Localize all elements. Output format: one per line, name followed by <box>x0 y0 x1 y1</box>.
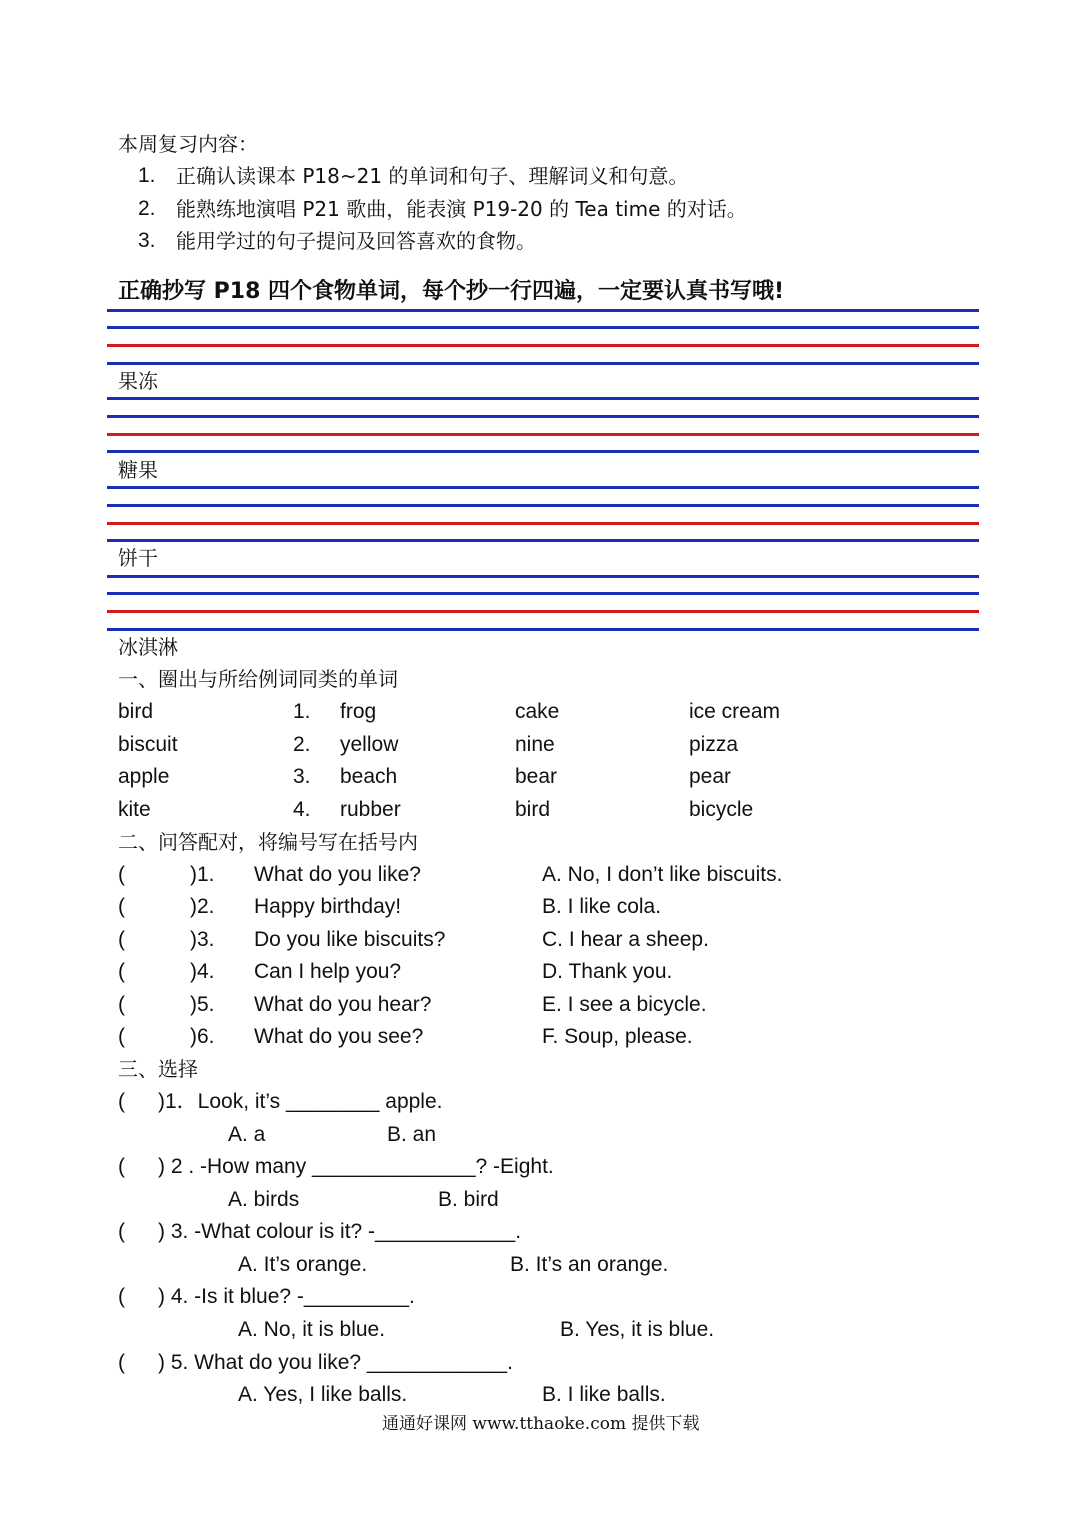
s1-option[interactable]: nine <box>515 733 555 756</box>
s2-answer: D. Thank you. <box>542 960 673 983</box>
s1-num: 3. <box>293 765 311 788</box>
s3-option-b[interactable]: B. bird <box>438 1188 499 1211</box>
s2-answer: E. I see a bicycle. <box>542 993 707 1016</box>
s3-option-b[interactable]: B. I like balls. <box>542 1383 666 1406</box>
s1-example: apple <box>118 765 170 788</box>
s2-question: What do you hear? <box>254 993 432 1016</box>
s3-option-a[interactable]: A. It’s orange. <box>238 1253 368 1276</box>
writing-line <box>107 610 979 613</box>
s1-num: 1. <box>293 700 311 723</box>
s1-option[interactable]: beach <box>340 765 398 788</box>
s2-question: What do you see? <box>254 1025 424 1048</box>
s2-question: Happy birthday! <box>254 895 402 918</box>
copy-label-ice-cream: 冰淇淋 <box>118 635 178 659</box>
s2-num: )6. <box>190 1025 215 1048</box>
s1-option[interactable]: cake <box>515 700 560 723</box>
writing-line <box>107 326 979 329</box>
writing-line <box>107 344 979 347</box>
writing-line <box>107 362 979 365</box>
s1-option[interactable]: bicycle <box>689 798 754 821</box>
s1-example: biscuit <box>118 733 178 756</box>
s1-option[interactable]: ice cream <box>689 700 781 723</box>
s3-question: ) 3. -What colour is it? -____________. <box>158 1220 522 1243</box>
s3-option-a[interactable]: A. Yes, I like balls. <box>238 1383 408 1406</box>
writing-line <box>107 628 979 631</box>
s1-option[interactable]: bird <box>515 798 551 821</box>
review-item-1-num: 1. <box>138 164 156 187</box>
writing-line <box>107 575 979 578</box>
review-item-2-text: 能熟练地演唱 P21 歌曲，能表演 P19-20 的 Tea time 的对话。 <box>176 197 747 221</box>
s1-example: bird <box>118 700 154 723</box>
writing-line <box>107 397 979 400</box>
writing-line <box>107 592 979 595</box>
s2-open-paren[interactable]: ( <box>118 895 125 918</box>
s2-num: )2. <box>190 895 215 918</box>
s2-answer: A. No, I don’t like biscuits. <box>542 863 783 886</box>
s2-open-paren[interactable]: ( <box>118 863 125 886</box>
s1-option[interactable]: pear <box>689 765 732 788</box>
s3-option-b[interactable]: B. Yes, it is blue. <box>560 1318 715 1341</box>
s1-example: kite <box>118 798 151 821</box>
review-item-3-text: 能用学过的句子提问及回答喜欢的食物。 <box>176 229 536 253</box>
s2-open-paren[interactable]: ( <box>118 928 125 951</box>
s3-option-b[interactable]: B. an <box>387 1123 437 1146</box>
copy-label-biscuits: 饼干 <box>118 546 158 570</box>
s2-question: Can I help you? <box>254 960 402 983</box>
s2-num: )5. <box>190 993 215 1016</box>
writing-line <box>107 539 979 542</box>
s1-option[interactable]: frog <box>340 700 377 723</box>
s1-option[interactable]: rubber <box>340 798 401 821</box>
writing-line <box>107 309 979 312</box>
s2-answer: F. Soup, please. <box>542 1025 693 1048</box>
s2-num: )4. <box>190 960 215 983</box>
copy-label-sweets: 糖果 <box>118 458 158 482</box>
s3-open-paren[interactable]: ( <box>118 1351 125 1374</box>
s3-option-a[interactable]: A. a <box>228 1123 266 1146</box>
writing-line <box>107 450 979 453</box>
s2-question: What do you like? <box>254 863 421 886</box>
s1-num: 4. <box>293 798 311 821</box>
s1-option[interactable]: pizza <box>689 733 739 756</box>
s2-answer: C. I hear a sheep. <box>542 928 709 951</box>
s1-num: 2. <box>293 733 311 756</box>
s1-option[interactable]: yellow <box>340 733 399 756</box>
s3-option-a[interactable]: A. birds <box>228 1188 300 1211</box>
review-item-3-num: 3. <box>138 229 156 252</box>
s2-open-paren[interactable]: ( <box>118 960 125 983</box>
writing-line <box>107 433 979 436</box>
s2-num: )3. <box>190 928 215 951</box>
s2-open-paren[interactable]: ( <box>118 993 125 1016</box>
section3-title: 三、选择 <box>118 1057 198 1081</box>
s3-question: ) 5. What do you like? ____________. <box>158 1351 513 1374</box>
s2-open-paren[interactable]: ( <box>118 1025 125 1048</box>
s2-num: )1. <box>190 863 215 886</box>
review-heading: 本周复习内容： <box>118 132 258 156</box>
s3-open-paren[interactable]: ( <box>118 1155 125 1178</box>
s3-question: ) 2 . -How many ______________? -Eight. <box>158 1155 554 1178</box>
writing-line <box>107 415 979 418</box>
s3-open-paren[interactable]: ( <box>118 1090 125 1113</box>
review-item-2-num: 2. <box>138 197 156 220</box>
writing-line <box>107 504 979 507</box>
writing-line <box>107 486 979 489</box>
copy-instruction: 正确抄写 P18 四个食物单词，每个抄一行四遍，一定要认真书写哦! <box>118 279 785 304</box>
section1-title: 一、圈出与所给例词同类的单词 <box>118 667 398 691</box>
writing-line <box>107 522 979 525</box>
review-item-1-text: 正确认读课本 P18~21 的单词和句子、理解词义和句意。 <box>176 164 689 188</box>
s3-option-b[interactable]: B. It’s an orange. <box>510 1253 669 1276</box>
s3-open-paren[interactable]: ( <box>118 1220 125 1243</box>
s3-question: ) 4. -Is it blue? -_________. <box>158 1285 415 1308</box>
s3-open-paren[interactable]: ( <box>118 1285 125 1308</box>
s3-option-a[interactable]: A. No, it is blue. <box>238 1318 386 1341</box>
section2-title: 二、问答配对，将编号写在括号内 <box>118 830 418 854</box>
s1-option[interactable]: bear <box>515 765 558 788</box>
s3-question: )1．Look, it’s ________ apple. <box>158 1090 443 1113</box>
s2-question: Do you like biscuits? <box>254 928 446 951</box>
copy-label-jelly: 果冻 <box>118 369 158 393</box>
footer-source: 通通好课网 www.tthaoke.com 提供下载 <box>382 1414 700 1434</box>
s2-answer: B. I like cola. <box>542 895 662 918</box>
